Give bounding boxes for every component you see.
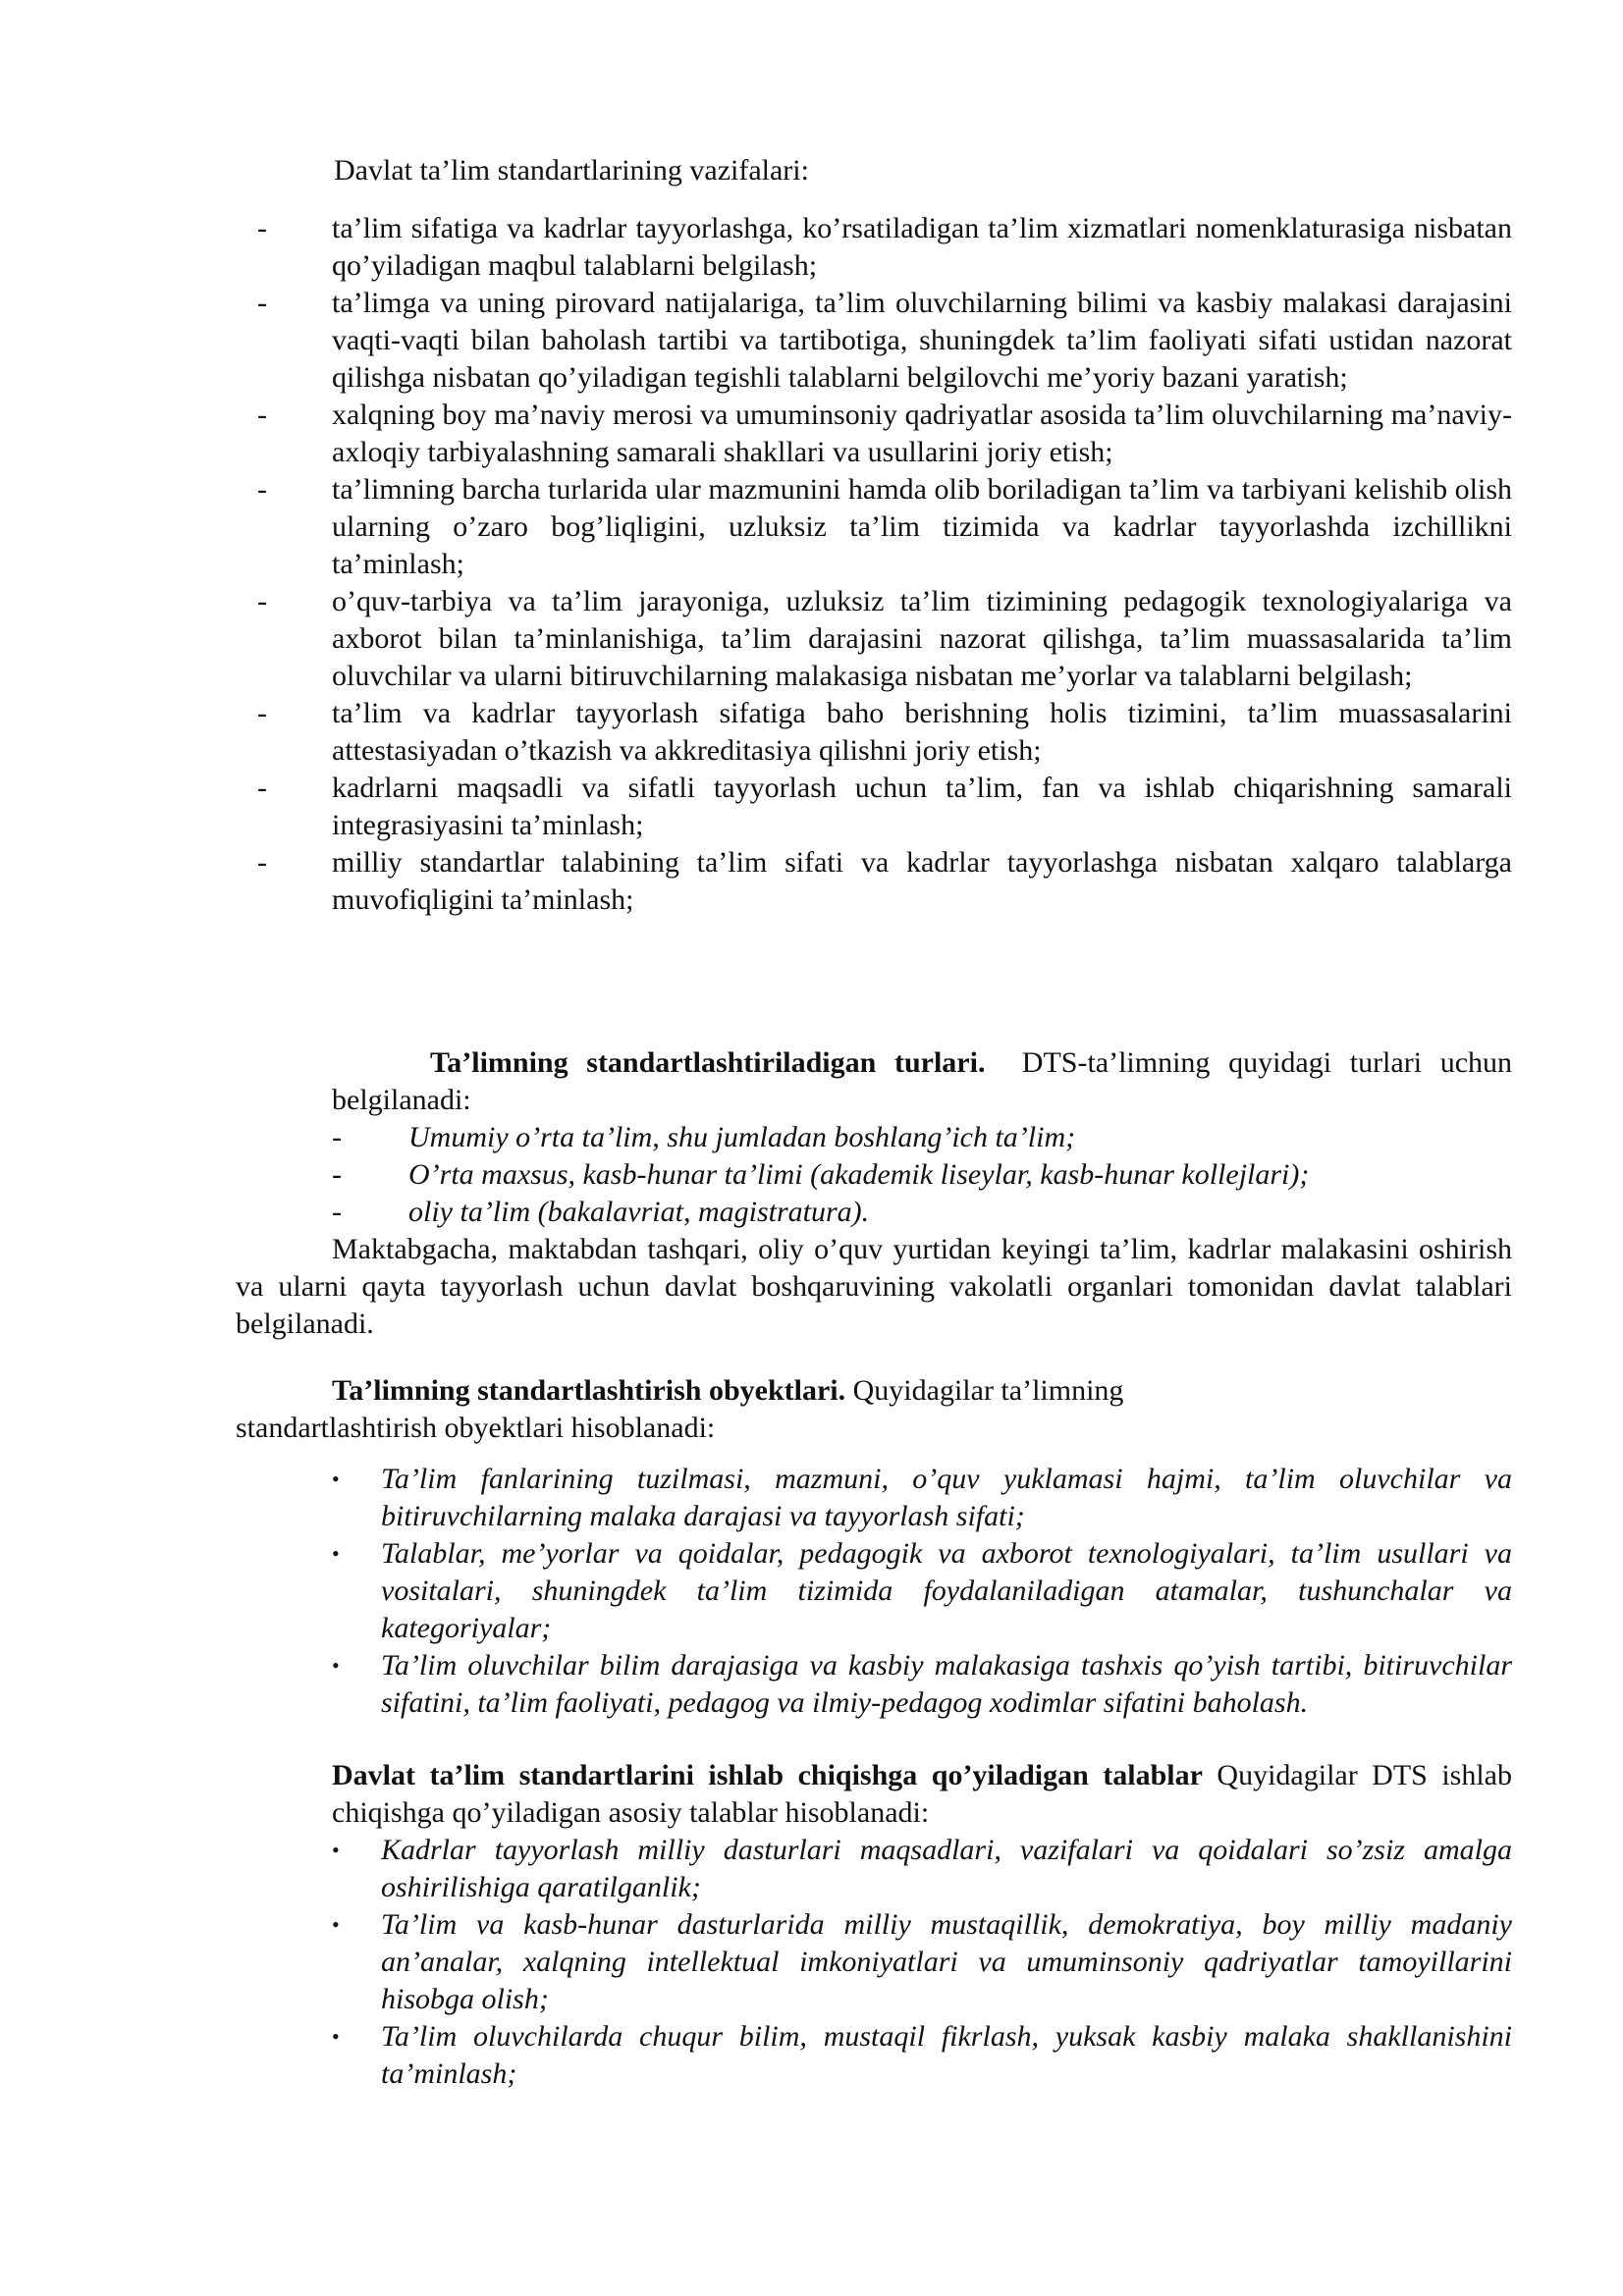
- dash-marker: -: [332, 1196, 342, 1228]
- list-item: [332, 1906, 1512, 2018]
- dash-marker: -: [257, 585, 267, 617]
- bullet-marker: •: [332, 1541, 340, 1566]
- list-item-text: Umumiy o’rta ta’lim, shu jumladan boshlang’ich ta’lim;: [408, 1121, 1076, 1153]
- requirements-section: [236, 1757, 1512, 2093]
- list-item: [236, 285, 1512, 397]
- list-item-text: ta’limning barcha turlarida ular mazmunini hamda olib boriladigan ta’lim va tarbiyani kelishib olish ularning o’zaro bog’liqligini, uzluksiz ta’lim tizimida va kadrlar tayyorlashda izchillikni ta’minlash;: [332, 473, 1512, 580]
- list-item: [236, 397, 1512, 471]
- objects-list: [236, 1461, 1512, 1722]
- dash-marker: -: [257, 287, 267, 319]
- list-item-text: xalqning boy ma’naviy merosi va umuminsoniy qadriyatlar asosida ta’lim oluvchilarning ma’naviy-axloqiy tarbiyalashning samarali shakllari va usullarini joriy etish;: [332, 399, 1512, 468]
- list-item: [236, 695, 1512, 770]
- list-item-text: o’quv-tarbiya va ta’lim jarayoniga, uzluksiz ta’lim tizimining pedagogik texnologiyalariga va axborot bilan ta’minlanishiga, ta’lim darajasini nazorat qilishga, ta’lim muassasalarida ta’lim oluvchilar va ularni bitiruvchilarning malakasiga nisbatan me’yorlar va talablarni belgilash;: [332, 585, 1512, 692]
- section-heading: Ta’limning standartlashtirish obyektlari.: [332, 1374, 846, 1407]
- requirements-list: [236, 1832, 1512, 2093]
- list-item: [332, 1194, 1512, 1231]
- list-item-text: oliy ta’lim (bakalavriat, magistratura).: [408, 1196, 870, 1228]
- list-item: [236, 210, 1512, 285]
- page-title: Davlat ta’lim standartlarining vazifalari:: [334, 154, 809, 187]
- section-heading: Davlat ta’lim standartlarini ishlab chiqishga qo’yiladigan talablar: [332, 1759, 1203, 1791]
- bullet-marker: •: [332, 2024, 340, 2049]
- bullet-marker: •: [332, 1838, 340, 1862]
- objects-section: [236, 1372, 1512, 1722]
- list-item: [332, 1119, 1512, 1156]
- list-item-text: O’rta maxsus, kasb-hunar ta’limi (akademik liseylar, kasb-hunar kollejlari);: [408, 1158, 1310, 1191]
- bullet-marker: •: [332, 1653, 340, 1678]
- dash-marker: -: [332, 1121, 342, 1153]
- list-item: [332, 1461, 1512, 1535]
- list-item-text: Ta’lim va kasb-hunar dasturlarida milliy mustaqillik, demokratiya, boy milliy madaniy an’analar, xalqning intellektual imkoniyatlari va umuminsoniy qadriyatlar tamoyillarini hisobga olish;: [381, 1908, 1512, 2015]
- types-heading-paragraph: [236, 1044, 1512, 1119]
- list-item: [236, 770, 1512, 844]
- tasks-list: [236, 210, 1512, 919]
- types-list: [236, 1119, 1512, 1231]
- section-intro: Quyidagilar ta’limning: [852, 1374, 1124, 1407]
- requirements-heading-paragraph: [236, 1757, 1512, 1832]
- body-paragraph: Maktabgacha, maktabdan tashqari, oliy o’quv yurtidan keyingi ta’lim, kadrlar malakasini oshirish va ularni qayta tayyorlash uchun davlat boshqaruvining vakolatli organlari tomonidan davlat talablari belgilanadi.: [236, 1233, 1512, 1340]
- dash-marker: -: [257, 697, 267, 729]
- list-item: [236, 471, 1512, 583]
- section-intro: Quyidagilar DTS ishlab chiqishga qo’yiladigan asosiy talablar hisoblanadi:: [332, 1759, 1512, 1829]
- objects-heading-paragraph: [236, 1372, 1512, 1410]
- list-item-text: Ta’lim oluvchilarda chuqur bilim, mustaqil fikrlash, yuksak kasbiy malaka shakllanishini ta’minlash;: [381, 2020, 1512, 2090]
- list-item: [332, 1535, 1512, 1647]
- list-item-text: kadrlarni maqsadli va sifatli tayyorlash uchun ta’lim, fan va ishlab chiqarishning samarali integrasiyasini ta’minlash;: [332, 772, 1512, 841]
- bullet-marker: •: [332, 1467, 340, 1491]
- list-item-text: ta’limga va uning pirovard natijalariga, ta’lim oluvchilarning bilimi va kasbiy malakasi darajasini vaqti-vaqti bilan baholash tartibi va tartibotiga, shuningdek ta’lim faoliyati sifati ustidan nazorat qilishga nisbatan qo’yiladigan tegishli talablarni belgilovchi me’yoriy bazani yaratish;: [332, 287, 1512, 394]
- list-item: [236, 844, 1512, 919]
- dash-marker: -: [257, 846, 267, 879]
- list-item-text: Talablar, me’yorlar va qoidalar, pedagogik va axborot texnologiyalari, ta’lim usullari va vositalari, shuningdek ta’lim tizimida foydalaniladigan atamalar, tushunchalar va kategoriyalar;: [381, 1537, 1512, 1644]
- list-item: [332, 1647, 1512, 1722]
- list-item: [236, 583, 1512, 695]
- section-intro: DTS-ta’limning quyidagi turlari uchun belgilanadi:: [332, 1046, 1513, 1116]
- dash-marker: -: [257, 399, 267, 431]
- list-item: [332, 2018, 1512, 2093]
- bullet-marker: •: [332, 1912, 340, 1937]
- section-heading: Ta’limning standartlashtiriladigan turlari.: [430, 1046, 986, 1079]
- list-item: [332, 1832, 1512, 1906]
- objects-intro-continued: standartlashtirish obyektlari hisoblanadi:: [236, 1412, 716, 1444]
- types-section: [236, 1044, 1512, 1343]
- dash-marker: -: [257, 212, 267, 244]
- dash-marker: -: [257, 772, 267, 804]
- list-item-text: ta’lim sifatiga va kadrlar tayyorlashga, ko’rsatiladigan ta’lim xizmatlari nomenklaturasiga nisbatan qo’yiladigan maqbul talablarni belgilash;: [332, 212, 1512, 282]
- list-item-text: Ta’lim oluvchilar bilim darajasiga va kasbiy malakasiga tashxis qo’yish tartibi, bitiruvchilar sifatini, ta’lim faoliyati, pedagog va ilmiy-pedagog xodimlar sifatini baholash.: [381, 1649, 1512, 1719]
- list-item-text: milliy standartlar talabining ta’lim sifati va kadrlar tayyorlashga nisbatan xalqaro talablarga muvofiqligini ta’minlash;: [332, 846, 1512, 916]
- list-item-text: Ta’lim fanlarining tuzilmasi, mazmuni, o’quv yuklamasi hajmi, ta’lim oluvchilar va bitiruvchilarning malaka darajasi va tayyorlash sifati;: [381, 1463, 1512, 1532]
- dash-marker: -: [257, 473, 267, 506]
- list-item-text: ta’lim va kadrlar tayyorlash sifatiga baho berishning holis tizimini, ta’lim muassasalarini attestasiyadan o’tkazish va akkreditasiya qilishni joriy etish;: [332, 697, 1512, 767]
- dash-marker: -: [332, 1158, 342, 1191]
- list-item: [332, 1156, 1512, 1194]
- list-item-text: Kadrlar tayyorlash milliy dasturlari maqsadlari, vazifalari va qoidalari so’zsiz amalga oshirilishiga qaratilganlik;: [381, 1834, 1512, 1903]
